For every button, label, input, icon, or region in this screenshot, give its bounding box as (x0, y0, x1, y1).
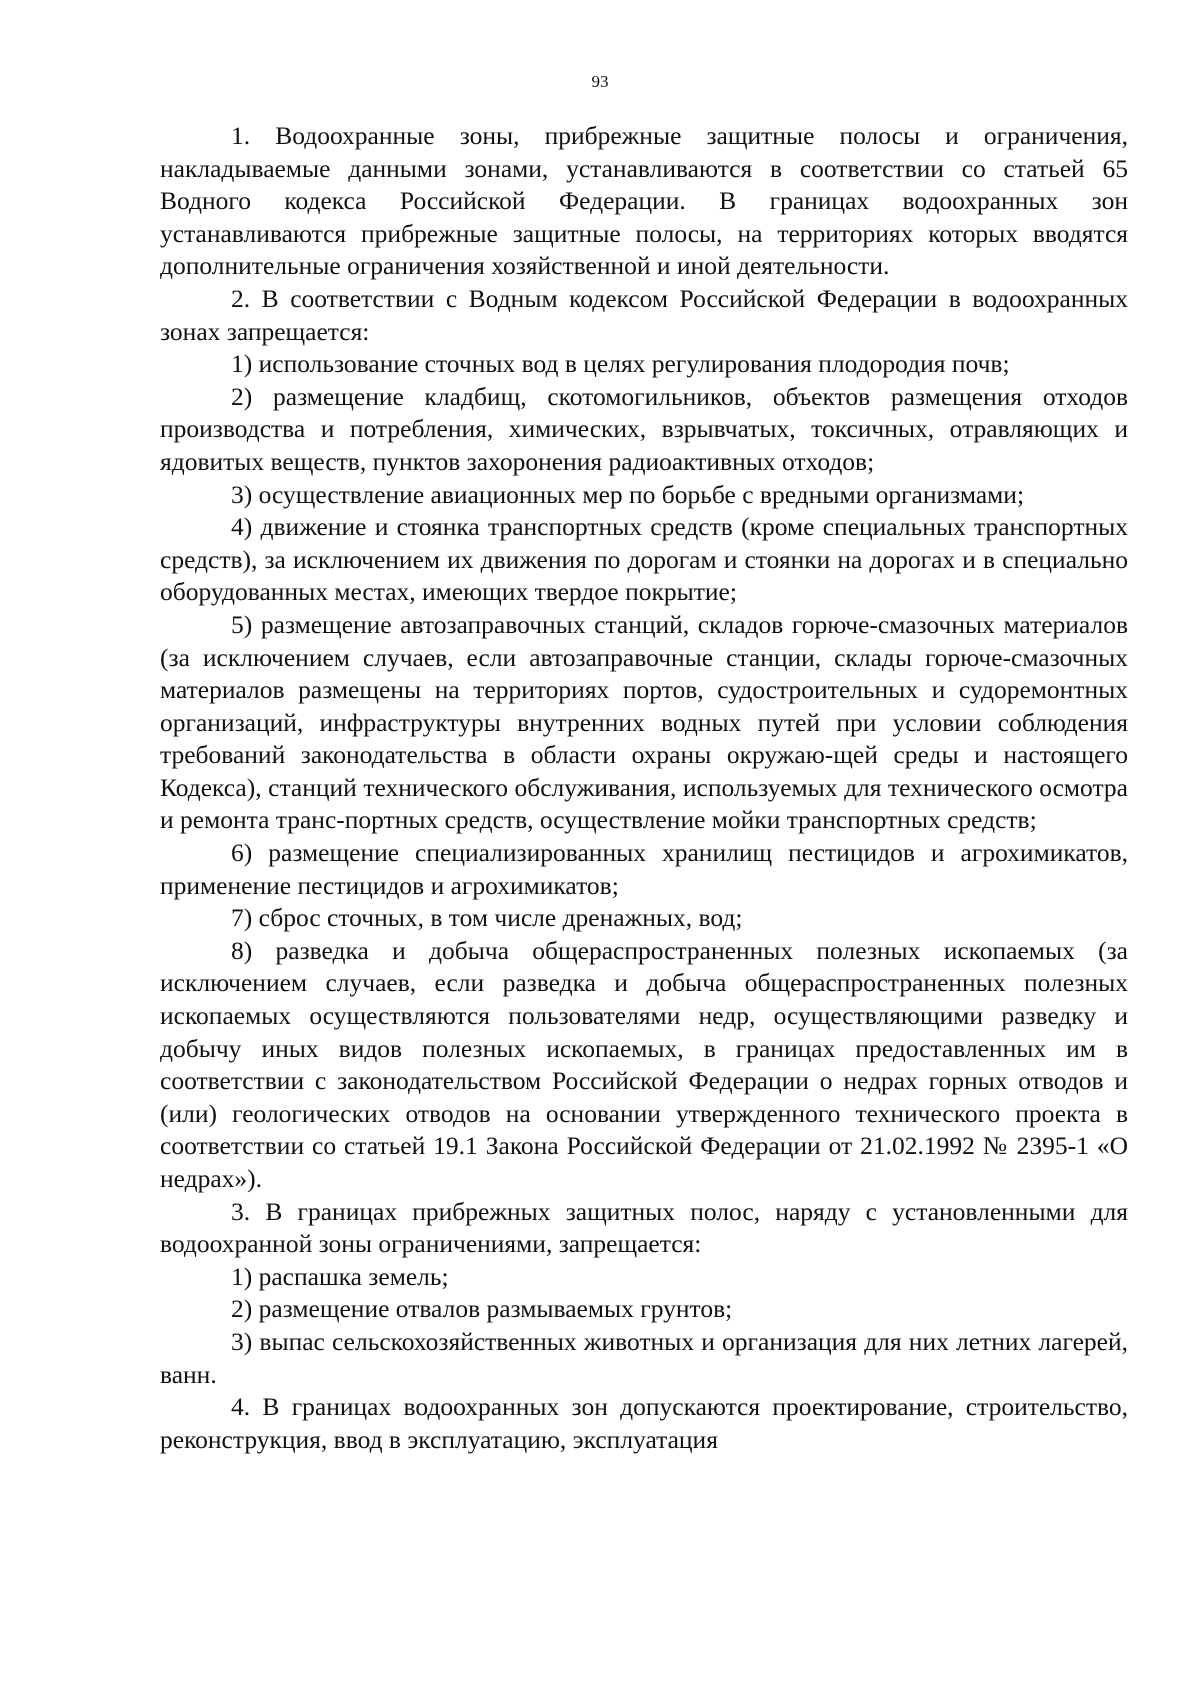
list-item: 7) сброс сточных, в том числе дренажных, вод; (231, 903, 743, 933)
paragraph: 4. В границах водоохранных зон допускаются проектирование, строительство, реконструкция, ввод в эксплуатацию, эксплуатация (160, 1392, 1128, 1454)
paragraph: 3. В границах прибрежных защитных полос, наряду с установленными для водоохранной зоны ограничениями, запрещается: (160, 1196, 1128, 1259)
list-item: 2) размещение кладбищ, скотомогильников, объектов размещения отходов производства и потребления, химических, взрывчатых, токсичных, отравляющих и ядовитых веществ, пунктов захоронения радиоактивных отходов; (160, 381, 1128, 476)
paragraph: 2. В соответствии с Водным кодексом Российской Федерации в водоохранных зонах запрещается: (160, 283, 1128, 346)
list-item: 3) выпас сельскохозяйственных животных и организация для них летних лагерей, ванн. (160, 1326, 1128, 1389)
list-item: 2) размещение отвалов размываемых грунтов; (231, 1294, 733, 1324)
list-item: 8) разведка и добыча общераспространенных полезных ископаемых (за исключением случаев, если разведка и добыча общераспространенных полезных ископаемых осуществляются пользователями недр, осуществляющими разведку и добычу иных видов полезных ископаемых, в границах предоставленных им в соответствии с законодательством Российской Федерации о недрах горных отводов и (или) геологических отводов на основании утвержденного технического проекта в соответствии со статьей 19.1 Закона Российской Федерации от 21.02.1992 № 2395-1 «О недрах»). (160, 935, 1128, 1193)
page-number: 93 (591, 72, 609, 91)
list-item: 6) размещение специализированных хранилищ пестицидов и агрохимикатов, применение пестицидов и агрохимикатов; (160, 838, 1128, 900)
list-item: 3) осуществление авиационных мер по борьбе с вредными организмами; (231, 479, 1025, 509)
list-item: 4) движение и стоянка транспортных средств (кроме специальных транспортных средств), за исключением их движения по дорогам и стоянки на дорогах и в специально оборудованных местах, имеющих твердое покрытие; (160, 512, 1128, 607)
document-body (160, 120, 1128, 1456)
paragraph: 1. Водоохранные зоны, прибрежные защитные полосы и ограничения, накладываемые данными зонами, устанавливаются в соответствии со статьей 65 Водного кодекса Российской Федерации. В границах водоохранных зон устанавливаются прибрежные защитные полосы, на территориях которых вводятся дополнительные ограничения хозяйственной и иной деятельности. (160, 121, 1128, 281)
list-item: 5) размещение автозаправочных станций, складов горюче-смазочных материалов (за исключением случаев, если автозаправочные станции, склады горюче-смазочных материалов размещены на территориях портов, судостроительных и судоремонтных организаций, инфраструктуры внутренних водных путей при условии соблюдения требований законодательства в области охраны окружаю-щей среды и настоящего Кодекса), станций технического обслуживания, используемых для технического осмотра и ремонта транс-портных средств, осуществление мойки транспортных средств; (160, 609, 1128, 835)
list-item: 1) использование сточных вод в целях регулирования плодородия почв; (231, 349, 1010, 379)
list-item: 1) распашка земель; (231, 1261, 449, 1291)
